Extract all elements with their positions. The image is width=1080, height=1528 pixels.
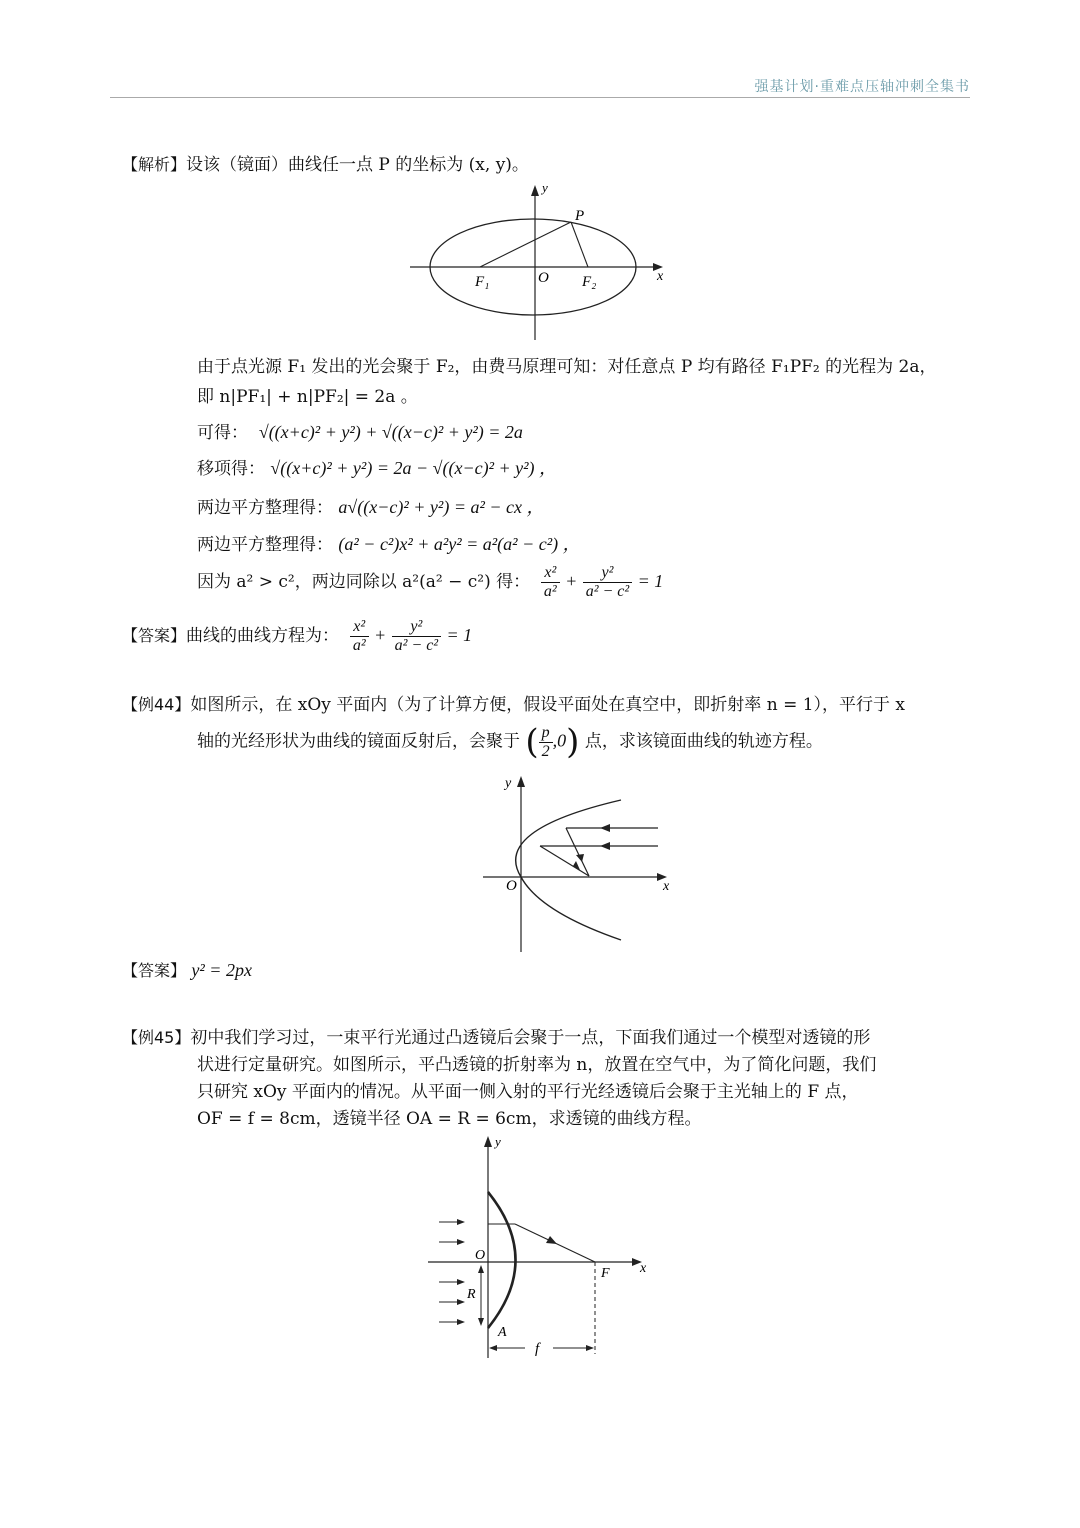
ex44-tag: 【例44】 (122, 695, 191, 714)
running-header: 强基计划·重难点压轴冲刺全集书 (754, 79, 970, 95)
analysis-block (122, 150, 529, 175)
analysis-line4 (197, 454, 557, 480)
arrow-icon (457, 1279, 465, 1285)
analysis-line2: 即 n|PF₁| + n|PF₂| = 2a 。 (197, 387, 418, 407)
y-axis-arrow-icon (531, 185, 539, 196)
focal-length-label: f (535, 1341, 540, 1357)
y-axis-arrow-icon (517, 776, 525, 787)
radius-label: R (467, 1287, 476, 1302)
analysis-line5 (197, 493, 544, 519)
arrow-icon (600, 842, 610, 850)
ellipse-figure (405, 182, 675, 342)
answer1-tag: 【答案】 (122, 626, 187, 645)
origin-label: O (506, 878, 517, 894)
analysis-intro: 设该（镜面）曲线任一点 P 的坐标为 (x, y)。 (186, 155, 529, 175)
line6-label: 两边平方整理得： (197, 535, 333, 555)
origin-label: O (475, 1248, 486, 1263)
line5-equation: a√((x−c)² + y²) = a² − cx ， (338, 497, 545, 517)
answer1-label: 曲线的曲线方程为： (186, 626, 340, 646)
parabola-curve (516, 800, 621, 940)
arrow-icon (457, 1239, 465, 1245)
origin-label: O (538, 270, 549, 286)
focus-label: F (601, 1266, 610, 1281)
analysis-line3 (197, 418, 523, 443)
ex45-block: 【例45】初中我们学习过，一束平行光通过凸透镜后会聚于一点，下面我们通过一个模型对透镜的形 状进行定量研究。如图所示，平凸透镜的折射率为 n，放置在空气中，为了简化问题，我们 只研究 xOy 平面内的情况。从平面一侧入射的平行光经透镜后会聚于主光轴上的 F 点， OF = f = 8cm，透镜半径 OA = R = 6cm，求透镜的曲线方程。 (122, 1028, 877, 1129)
ray-f1-p (480, 222, 571, 267)
arrow-icon (478, 1318, 484, 1326)
ex44-line1: 【例44】如图所示，在 xOy 平面内（为了计算方便，假设平面处在真空中，即折射率 n = 1），平行于 x (122, 695, 906, 715)
line6-equation: (a² − c²)x² + a²y² = a²(a² − c²) ， (338, 534, 581, 554)
answer1-rhs: = 1 (446, 625, 473, 645)
line4-label: 移项得： (197, 459, 265, 479)
x-label: x (663, 879, 670, 894)
f1-label: F₁ (475, 274, 490, 290)
line3-equation: √((x+c)² + y²) + √((x−c)² + y²) = 2a (258, 422, 523, 442)
y-label: y (495, 1134, 501, 1149)
arrow-icon (457, 1299, 465, 1305)
arrow-icon (576, 854, 584, 862)
lens-curve (488, 1192, 516, 1328)
p-label: P (575, 208, 585, 224)
ray-p-f2 (571, 222, 588, 267)
parabola-figure (480, 772, 680, 954)
y-label: y (505, 776, 512, 791)
ex44-line2: 轴的光经形状为曲线的镜面反射后，会聚于 ( $\frac{p}{2}$ ,0) 点，求该镜面曲线的轨迹方程。 (197, 722, 823, 762)
point-a-label: A (498, 1325, 507, 1340)
line5-label: 两边平方整理得： (197, 498, 333, 518)
arrow-icon (478, 1265, 484, 1273)
analysis-line6 (197, 530, 581, 556)
line4-equation: √((x+c)² + y²) = 2a − √((x−c)² + y²) ， (270, 458, 558, 478)
arrow-icon (457, 1319, 465, 1325)
line7-frac1: $\frac{\text{x²}}{\text{a²}}$ (541, 564, 560, 601)
ex44-point-frac: $\frac{p}{2}$ (539, 724, 553, 761)
lens-figure (425, 1132, 655, 1362)
header-rule (110, 97, 970, 98)
arrow-icon (600, 824, 610, 832)
arrow-icon (489, 1345, 497, 1351)
answer1-block: 【答案】曲线的曲线方程为： $\frac{\text{x²}}{\text{a²}}$ + $\frac{\text{y²}}{\text{a² − c²}}$ = 1 (122, 618, 473, 654)
y-label: y (542, 182, 548, 195)
analysis-line7: 因为 a² > c²，两边同除以 a²(a² − c²) 得： $\frac{\text{x²}}{\text{a²}}$ + $\frac{\text{y²}}{\text{a² − c²}}$ = 1 (197, 564, 664, 600)
line7-label: 因为 a² > c²，两边同除以 a²(a² − c²) 得： (197, 572, 531, 592)
line7-rhs: = 1 (637, 571, 664, 591)
arrow-icon (457, 1219, 465, 1225)
x-label: x (657, 269, 664, 284)
answer2-equation: y² = 2px (191, 960, 252, 980)
analysis-tag: 【解析】 (122, 155, 187, 174)
analysis-line1: 由于点光源 F₁ 发出的光会聚于 F₂，由费马原理可知：对任意点 P 均有路径 F₁PF₂ 的光程为 2a， (197, 357, 937, 377)
ex45-tag: 【例45】 (122, 1028, 191, 1047)
line7-frac2: $\frac{\text{y²}}{\text{a² − c²}}$ (583, 564, 633, 601)
answer1-frac1: $\frac{\text{x²}}{\text{a²}}$ (350, 618, 369, 655)
answer2-block (122, 958, 252, 981)
answer2-tag: 【答案】 (122, 961, 187, 980)
line3-label: 可得： (197, 423, 248, 443)
y-axis-arrow-icon (484, 1136, 492, 1147)
answer1-frac2: $\frac{\text{y²}}{\text{a² − c²}}$ (392, 618, 442, 655)
x-label: x (640, 1261, 647, 1276)
f2-label: F₂ (582, 274, 597, 290)
arrow-icon (586, 1345, 594, 1351)
